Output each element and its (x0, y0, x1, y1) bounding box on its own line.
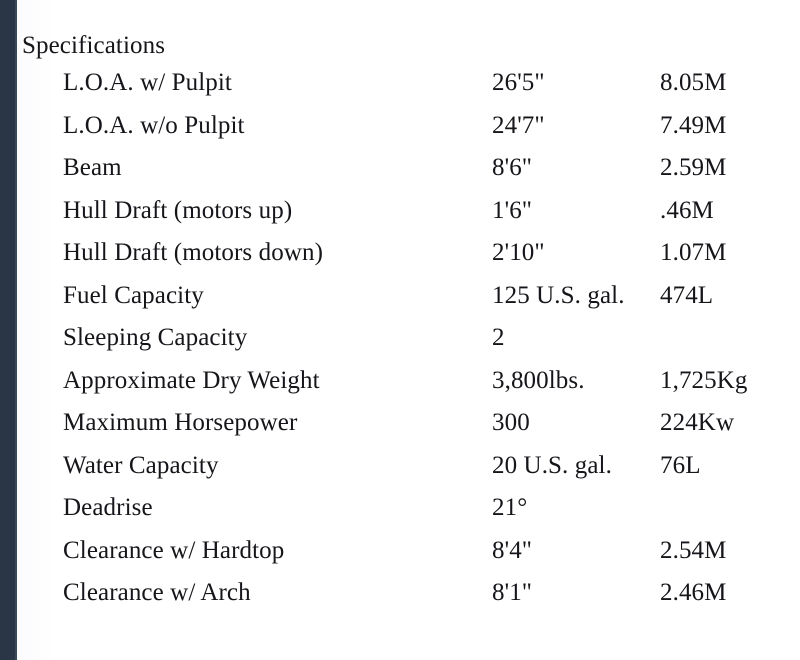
spec-value-metric: 76L (660, 451, 701, 479)
spec-value-imperial: 1'6" (492, 196, 533, 224)
spec-label: Sleeping Capacity (63, 324, 248, 351)
spec-value-imperial: 8'6" (492, 154, 533, 181)
spec-value-metric (660, 493, 793, 536)
spec-value-metric: 2.54M (660, 536, 727, 564)
spec-label: L.O.A. w/o Pulpit (63, 111, 245, 139)
spec-label: Maximum Horsepower (63, 409, 298, 436)
spec-value-imperial: 8'1" (492, 579, 533, 606)
spec-label: Beam (63, 154, 122, 181)
spec-value-metric: 2.46M (660, 579, 727, 606)
table-row (63, 536, 793, 579)
spec-label: Clearance w/ Arch (63, 579, 251, 606)
spec-value-imperial: 2'10" (492, 239, 545, 266)
spec-label: Water Capacity (63, 451, 219, 479)
spec-label: Hull Draft (motors down) (63, 239, 323, 266)
spec-label: Clearance w/ Hardtop (63, 536, 285, 564)
spec-label: Hull Draft (motors up) (63, 196, 293, 224)
table-row (63, 111, 793, 154)
spec-value-imperial: 3,800lbs. (492, 366, 585, 394)
spec-value-metric (660, 323, 793, 366)
spec-value-imperial: 125 U.S. gal. (492, 281, 625, 309)
spec-value-metric: 474L (660, 281, 714, 309)
spec-value-metric: 7.49M (660, 111, 727, 139)
table-row (63, 451, 793, 494)
spec-value-imperial: 26'5" (492, 69, 545, 96)
specifications-table-body (63, 68, 793, 621)
spec-value-metric: .46M (660, 196, 714, 224)
spec-label: Fuel Capacity (63, 281, 204, 309)
table-row (63, 408, 793, 451)
spec-value-imperial: 20 U.S. gal. (492, 451, 612, 479)
spec-value-imperial: 21° (492, 494, 528, 521)
table-row (63, 578, 793, 621)
spec-label: Deadrise (63, 494, 153, 521)
spec-value-imperial: 8'4" (492, 536, 533, 564)
spec-value-metric: 224Kw (660, 409, 735, 436)
table-row (63, 281, 793, 324)
spec-label: Approximate Dry Weight (63, 366, 320, 394)
spec-label: L.O.A. w/ Pulpit (63, 69, 232, 96)
spec-value-metric: 2.59M (660, 154, 727, 181)
page-title: Specifications (22, 32, 166, 59)
spec-value-metric: 1,725Kg (660, 366, 748, 394)
table-row (63, 68, 793, 111)
table-row (63, 238, 793, 281)
spec-value-metric: 1.07M (660, 239, 727, 266)
table-row (63, 493, 793, 536)
spec-value-imperial: 24'7" (492, 111, 545, 139)
spec-value-metric: 8.05M (660, 69, 727, 96)
specifications-table (63, 68, 793, 621)
table-row (63, 196, 793, 239)
table-row (63, 153, 793, 196)
table-row (63, 323, 793, 366)
spec-value-imperial: 300 (492, 409, 530, 436)
spec-value-imperial: 2 (492, 324, 505, 351)
table-row (63, 366, 793, 409)
